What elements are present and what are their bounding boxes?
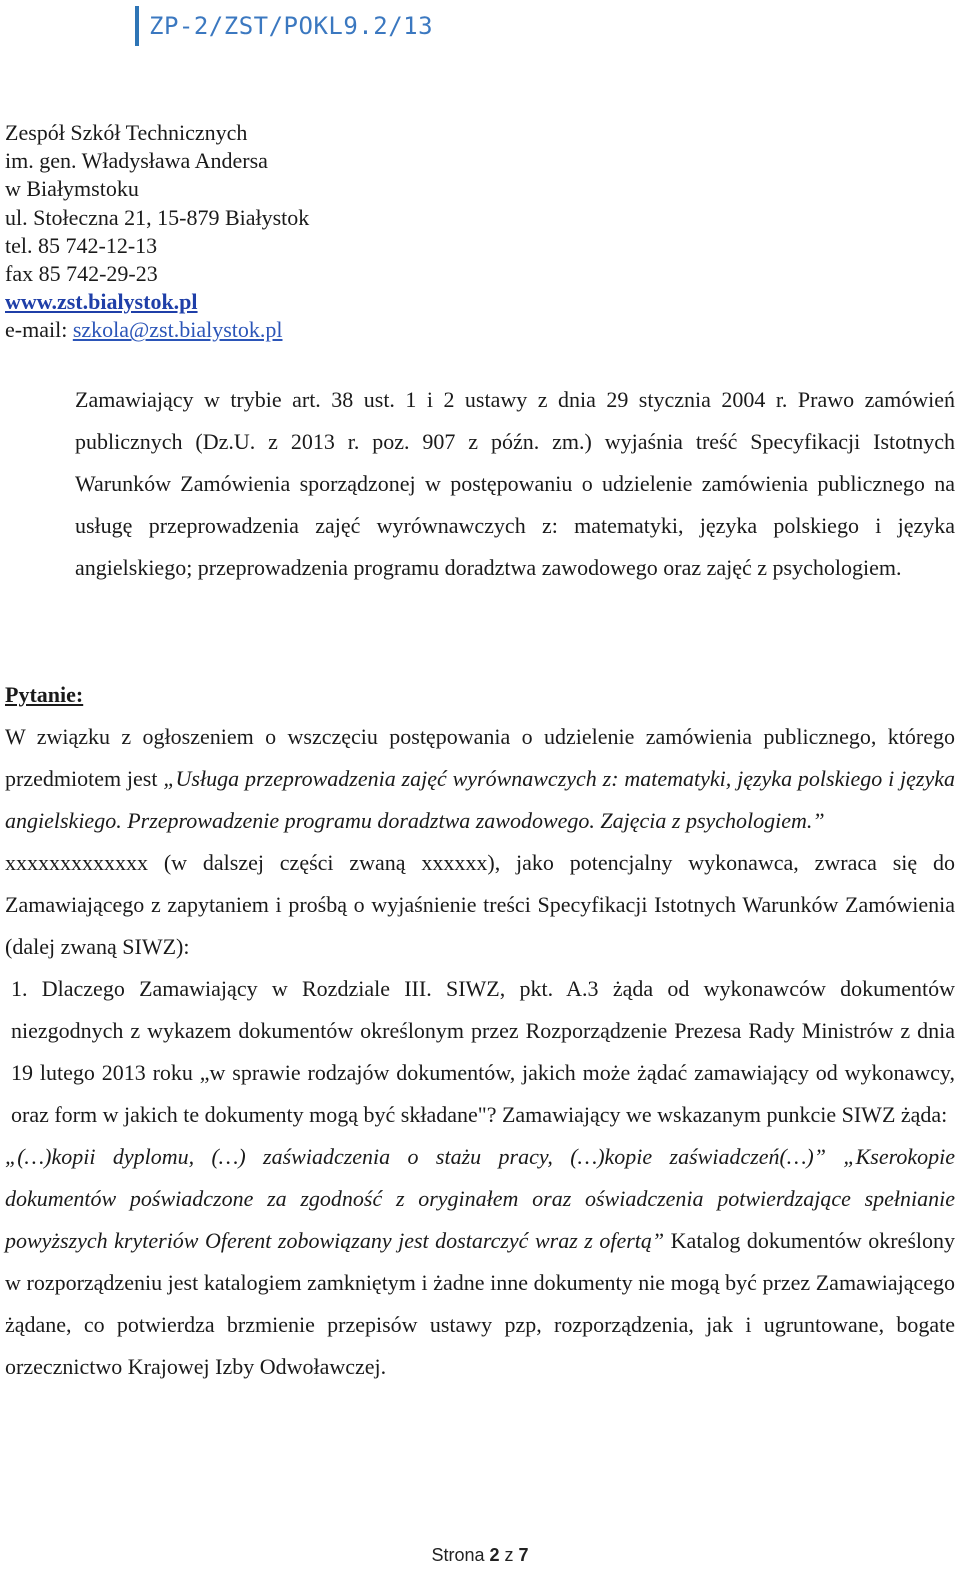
question-item-1: 1. Dlaczego Zamawiający w Rozdziale III. SIWZ, pkt. A.3 żąda od wykonawców dokumentów niezgodnych z wykazem dokumentów określonym przez Rozporządzenie Prezesa Rady Ministrów z dnia 19 lutego 2013 roku „w sprawie rodzajów dokumentów, jakich może żądać zamawiający od wykonawcy, oraz form w jakich te dokumenty mogą być składane"? Zamawiający we wskazanym punkcie SIWZ żąda: — [11, 976, 955, 1127]
current-page-number: 2 — [489, 1545, 500, 1565]
intro-text: Zamawiający w trybie art. 38 ust. 1 i 2 ustawy z dnia 29 stycznia 2004 r. Prawo zamówień publicznych (Dz.U. z 2013 r. poz. 907 z późn. zm.) wyjaśnia treść Specyfikacji Istotnych Warunków Zamówienia sporządzonej w postępowaniu o udzielenie zamówienia publicznego na usługę przeprowadzenia zajęć wyrównawczych z: matematyki, języka polskiego i języka angielskiego; przeprowadzenia programu doradztwa zawodowego oraz zajęć z psychologiem. — [75, 387, 955, 580]
question-heading: Pytanie: — [5, 682, 84, 707]
question-body — [5, 716, 955, 1388]
school-patron: im. gen. Władysława Andersa — [5, 148, 268, 174]
website-link[interactable]: www.zst.bialystok.pl — [5, 289, 198, 315]
phone-number: tel. 85 742-12-13 — [5, 232, 158, 258]
question-paragraph-quote — [5, 1136, 955, 1388]
siwz-requirement-quote: „(…)kopii dyplomu, (…) zaświadczenia o stażu pracy, (…)kopie zaświadczeń(…)” „Kserokopie dokumentów poświadczone za zgodność z oryginałem oraz oświadczenia potwierdzające spełnianie powyższych kryteriów Oferent zobowiązany jest dostarczyć wraz z ofertą” — [5, 1144, 955, 1253]
email-line — [5, 316, 309, 344]
total-pages-number: 7 — [518, 1545, 529, 1565]
page-label: Strona — [431, 1545, 485, 1565]
document-number: ZP-2/ZST/POKL9.2/13 — [149, 12, 434, 40]
tender-subject-quote: „Usługa przeprowadzenia zajęć wyrównawczych z: matematyki, języka polskiego i języka angielskiego. Przeprowadzenie programu doradztwa zawodowego. Zajęcia z psychologiem.” — [5, 766, 955, 833]
question-paragraph-2: xxxxxxxxxxxxx (w dalszej części zwaną xxxxxx), jako potencjalny wykonawca, zwraca się do Zamawiającego z zapytaniem i prośbą o wyjaśnienie treści Specyfikacji Istotnych Warunków Zamówienia (dalej zwaną SIWZ): — [5, 850, 955, 959]
page-footer — [0, 1545, 960, 1566]
sender-address-block — [5, 119, 309, 345]
school-city: w Białymstoku — [5, 176, 139, 202]
email-label: e-mail: — [5, 317, 73, 343]
school-name: Zespół Szkół Technicznych — [5, 120, 248, 145]
quote-followup-text: Katalog dokumentów określony w rozporządzeniu jest katalogiem zamkniętym i żadne inne dokumenty nie mogą być przez Zamawiającego żądane, co potwierdza brzmienie przepisów ustawy pzp, rozporządzenia, jak i ugruntowane, bogate orzecznictwo Krajowej Izby Odwoławczej. — [5, 1228, 955, 1379]
intro-paragraph — [5, 379, 955, 589]
fax-number: fax 85 742-29-23 — [5, 261, 158, 287]
document-reference-header — [135, 6, 433, 46]
page-of-label: z — [504, 1545, 514, 1565]
street-address: ul. Stołeczna 21, 15-879 Białystok — [5, 204, 310, 230]
question-lead-text: W związku z ogłoszeniem o wszczęciu postępowania o udzielenie zamówienia publicznego, którego przedmiotem jest — [5, 724, 955, 791]
email-link[interactable]: szkola@zst.bialystok.pl — [72, 317, 283, 343]
question-paragraph-1 — [5, 716, 955, 842]
